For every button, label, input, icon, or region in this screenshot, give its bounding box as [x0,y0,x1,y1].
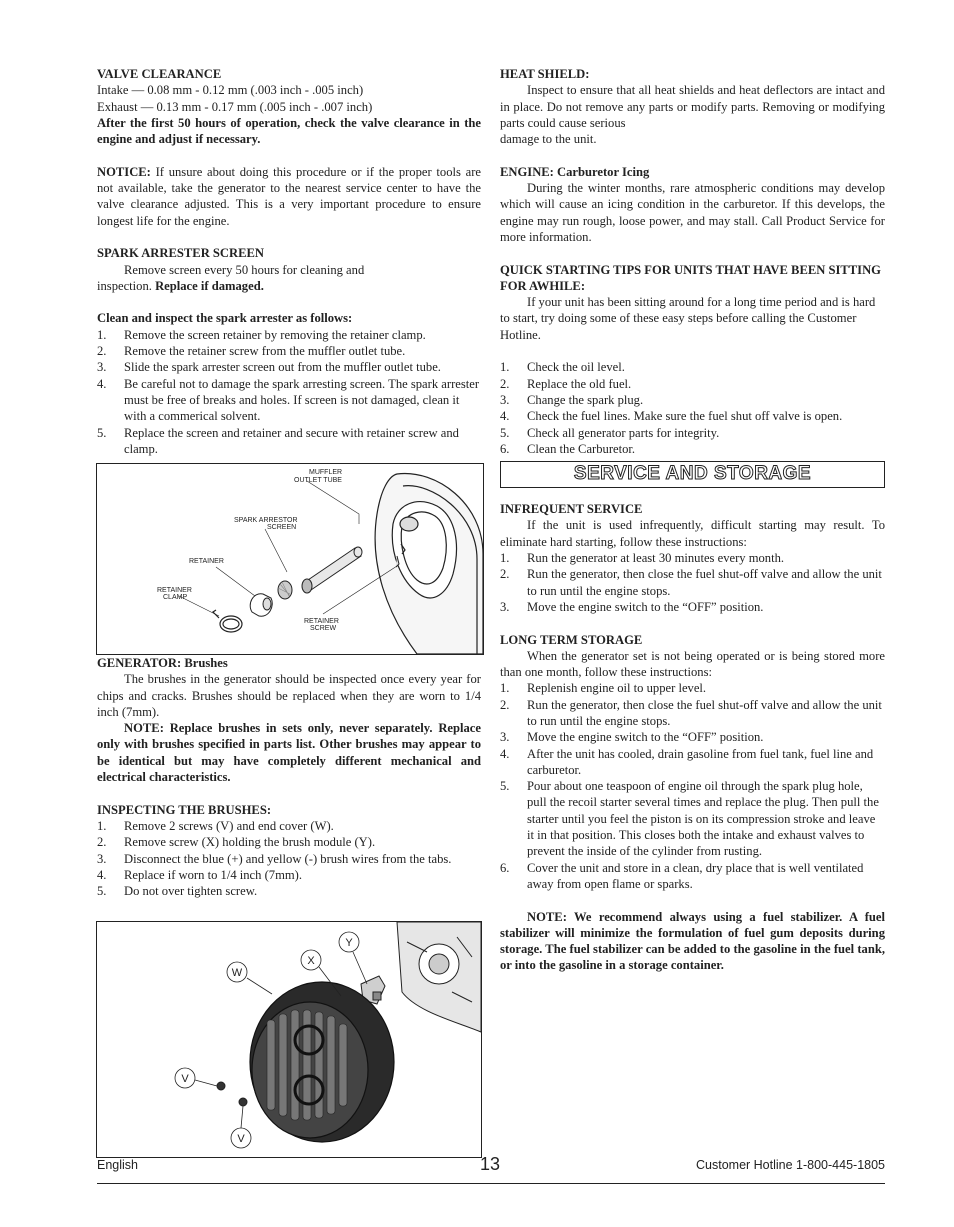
callout-v2: V [237,1133,245,1145]
clean-inspect-heading: Clean and inspect the spark arrester as follows: [97,311,353,326]
list-item: 1. Replenish engine oil to upper level. [500,681,707,696]
muffler-label-2: OUTLET TUBE [294,477,342,484]
list-item: 4. Be careful not to damage the spark arresting screen. The spark arrester must be free of breaks and holes. If screen is not damaged, clean it with a commerical solvent. [97,376,480,424]
callout-v1: V [181,1073,189,1085]
section-title-bar [500,461,885,488]
spark-arrester-bold: Replace if damaged. [155,278,264,293]
inspecting-brushes-heading: INSPECTING THE BRUSHES: [97,802,272,817]
clean-steps-list [97,327,481,457]
spark-arrester-heading: SPARK ARRESTER SCREEN [97,246,265,261]
infrequent-service-text: If the unit is used infrequently, difficult starting may result. To eliminate hard starting, follow these instructions: [500,518,885,549]
list-item: 1. Remove 2 screws (V) and end cover (W). [97,818,334,833]
customer-hotline: Customer Hotline 1-800-445-1805 [696,1158,885,1172]
retainer-label: RETAINER [189,558,224,565]
notice-label: NOTICE: [97,164,151,179]
list-item: 2. Remove the retainer screw from the muffler outlet tube. [97,344,406,359]
notice-text: If unsure about doing this procedure or if the proper tools are not available, take the generator to the nearest service center to have the valve clearance adjusted. This is a very important procedure to ensure longest life for the engine. [97,164,481,228]
list-item: 4. Replace if worn to 1/4 inch (7mm). [97,867,303,882]
valve-exhaust: Exhaust — 0.13 mm - 0.17 mm (.005 inch - .007 inch) [97,99,373,114]
spark-arrester-figure [96,463,484,655]
carburetor-icing-heading: ENGINE: Carburetor Icing [500,164,650,179]
list-item: 3. Move the engine switch to the “OFF” position. [500,599,764,614]
footer-rule [97,1183,885,1184]
callout-y: Y [345,937,353,949]
list-item: 2. Run the generator, then close the fuel shut-off valve and allow the unit to run until the engine stops. [500,697,882,728]
list-item: 5. Replace the screen and retainer and secure with retainer screw and clamp. [97,425,459,456]
valve-note: After the first 50 hours of operation, check the valve clearance in the engine and adjust if necessary. [97,115,481,147]
heat-shield-text-2: damage to the unit. [500,132,597,147]
fuel-stabilizer-note: NOTE: We recommend always using a fuel stabilizer. A fuel stabilizer will minimize the formulation of fuel gum deposits during storage. The fuel stabilizer can be added to the gasoline in the fuel tank, or into the gasoline in a storage container. [500,909,885,973]
list-item: 5. Check all generator parts for integrity. [500,425,720,440]
spark-arrester-paragraph [97,262,481,295]
list-item: 3. Disconnect the blue (+) and yellow (-) brush wires from the tabs. [97,851,452,866]
heat-shield-heading: HEAT SHIELD: [500,67,590,81]
list-item: 3. Change the spark plug. [500,392,644,407]
list-item: 5. Do not over tighten screw. [97,884,258,899]
list-item: 1. Remove the screen retainer by removing the retainer clamp. [97,327,426,342]
spark-arrestor-label-1: SPARK ARRESTOR [234,517,298,524]
carburetor-icing-text: During the winter months, rare atmospheric conditions may develop which will cause an icing condition in the carburetor. If this develops, the engine may run rough, loose power, and may stall. Call Product Service for more information. [500,181,885,244]
list-item: 3. Move the engine switch to the “OFF” position. [500,730,764,745]
quick-steps-list [500,359,885,457]
infrequent-steps-list [500,550,885,615]
valve-clearance-heading: VALVE CLEARANCE [97,67,222,81]
generator-brushes-note: NOTE: Replace brushes in sets only, never separately. Replace only with brushes specified in parts list. Other brushes may appear to be identical but may have completely different mechanical and electrical characteristics. [97,721,481,785]
footer-language: English [97,1158,138,1172]
list-item: 2. Remove screw (X) holding the brush module (Y). [97,835,376,850]
list-item: 5. Pour about one teaspoon of engine oil through the spark plug hole, pull the recoil starter several times and replace the plug. Then pull the starter until you feel the piston is on its compression stroke and leave it in that position. This closes both the intake and exhaust valves to prevent the inside of the cylinder from rusting. [500,779,879,859]
long-term-storage-heading: LONG TERM STORAGE [500,632,643,647]
list-item: 1. Run the generator at least 30 minutes every month. [500,551,785,566]
callout-w: W [231,967,243,979]
list-item: 2. Run the generator, then close the fuel shut-off valve and allow the unit to run until the engine stops. [500,567,882,598]
list-item: 4. After the unit has cooled, drain gasoline from fuel tank, fuel line and carburetor. [500,746,874,777]
long-term-steps-list [500,680,885,892]
retainer-screw-label-2: SCREW [310,625,337,632]
brush-module-figure [96,921,482,1158]
list-item: 6. Clean the Carburetor. [500,441,636,456]
spark-arrester-text: Remove screen every 50 hours for cleaning and inspection. [97,262,365,293]
retainer-screw-label-1: RETAINER [304,618,339,625]
list-item: 3. Slide the spark arrester screen out from the muffler outlet tube. [97,360,441,375]
brush-module-illustration [97,922,481,1157]
generator-brushes-text: The brushes in the generator should be inspected once every year for chips and cracks. Brushes should be replaced when they are worn to 1/4 inch (7mm). [97,672,481,719]
notice-paragraph [97,164,481,229]
retainer-clamp-label-2: CLAMP [163,594,188,601]
retainer-clamp-label-1: RETAINER [157,587,192,594]
list-item: 4. Check the fuel lines. Make sure the fuel shut off valve is open. [500,409,843,424]
quick-starting-text: If your unit has been sitting around for a long time period and is hard to start, try doing some of these easy steps before calling the Customer Hotline. [500,295,876,342]
left-column-lower [97,655,481,899]
list-item: 6. Cover the unit and store in a clean, dry place that is well ventilated away from open flame or sparks. [500,860,864,891]
quick-starting-heading: QUICK STARTING TIPS FOR UNITS THAT HAVE BEEN SITTING FOR AWHILE: [500,262,881,293]
section-title: SERVICE AND STORAGE [573,463,812,485]
page-number: 13 [480,1154,501,1174]
heat-shield-text: Inspect to ensure that all heat shields and heat deflectors are intact and in place. Do not remove any parts or modify parts. Removing or modifying parts could cause serious [500,83,885,130]
left-column [97,66,481,457]
spark-arrestor-label-2: SCREEN [267,524,297,531]
page-footer [97,1154,885,1174]
long-term-storage-text: When the generator set is not being operated or is being stored more than one month, follow these instructions: [500,648,885,680]
callout-x: X [307,955,315,967]
infrequent-service-heading: INFREQUENT SERVICE [500,502,643,517]
valve-intake: Intake — 0.08 mm - 0.12 mm (.003 inch - .005 inch) [97,83,364,98]
list-item: 2. Replace the old fuel. [500,376,632,391]
spark-arrester-illustration [97,464,483,654]
muffler-label-1: MUFFLER [309,469,343,476]
right-column [500,66,885,974]
inspect-steps-list [97,818,481,899]
generator-brushes-heading: GENERATOR: Brushes [97,656,228,670]
list-item: 1. Check the oil level. [500,360,625,375]
